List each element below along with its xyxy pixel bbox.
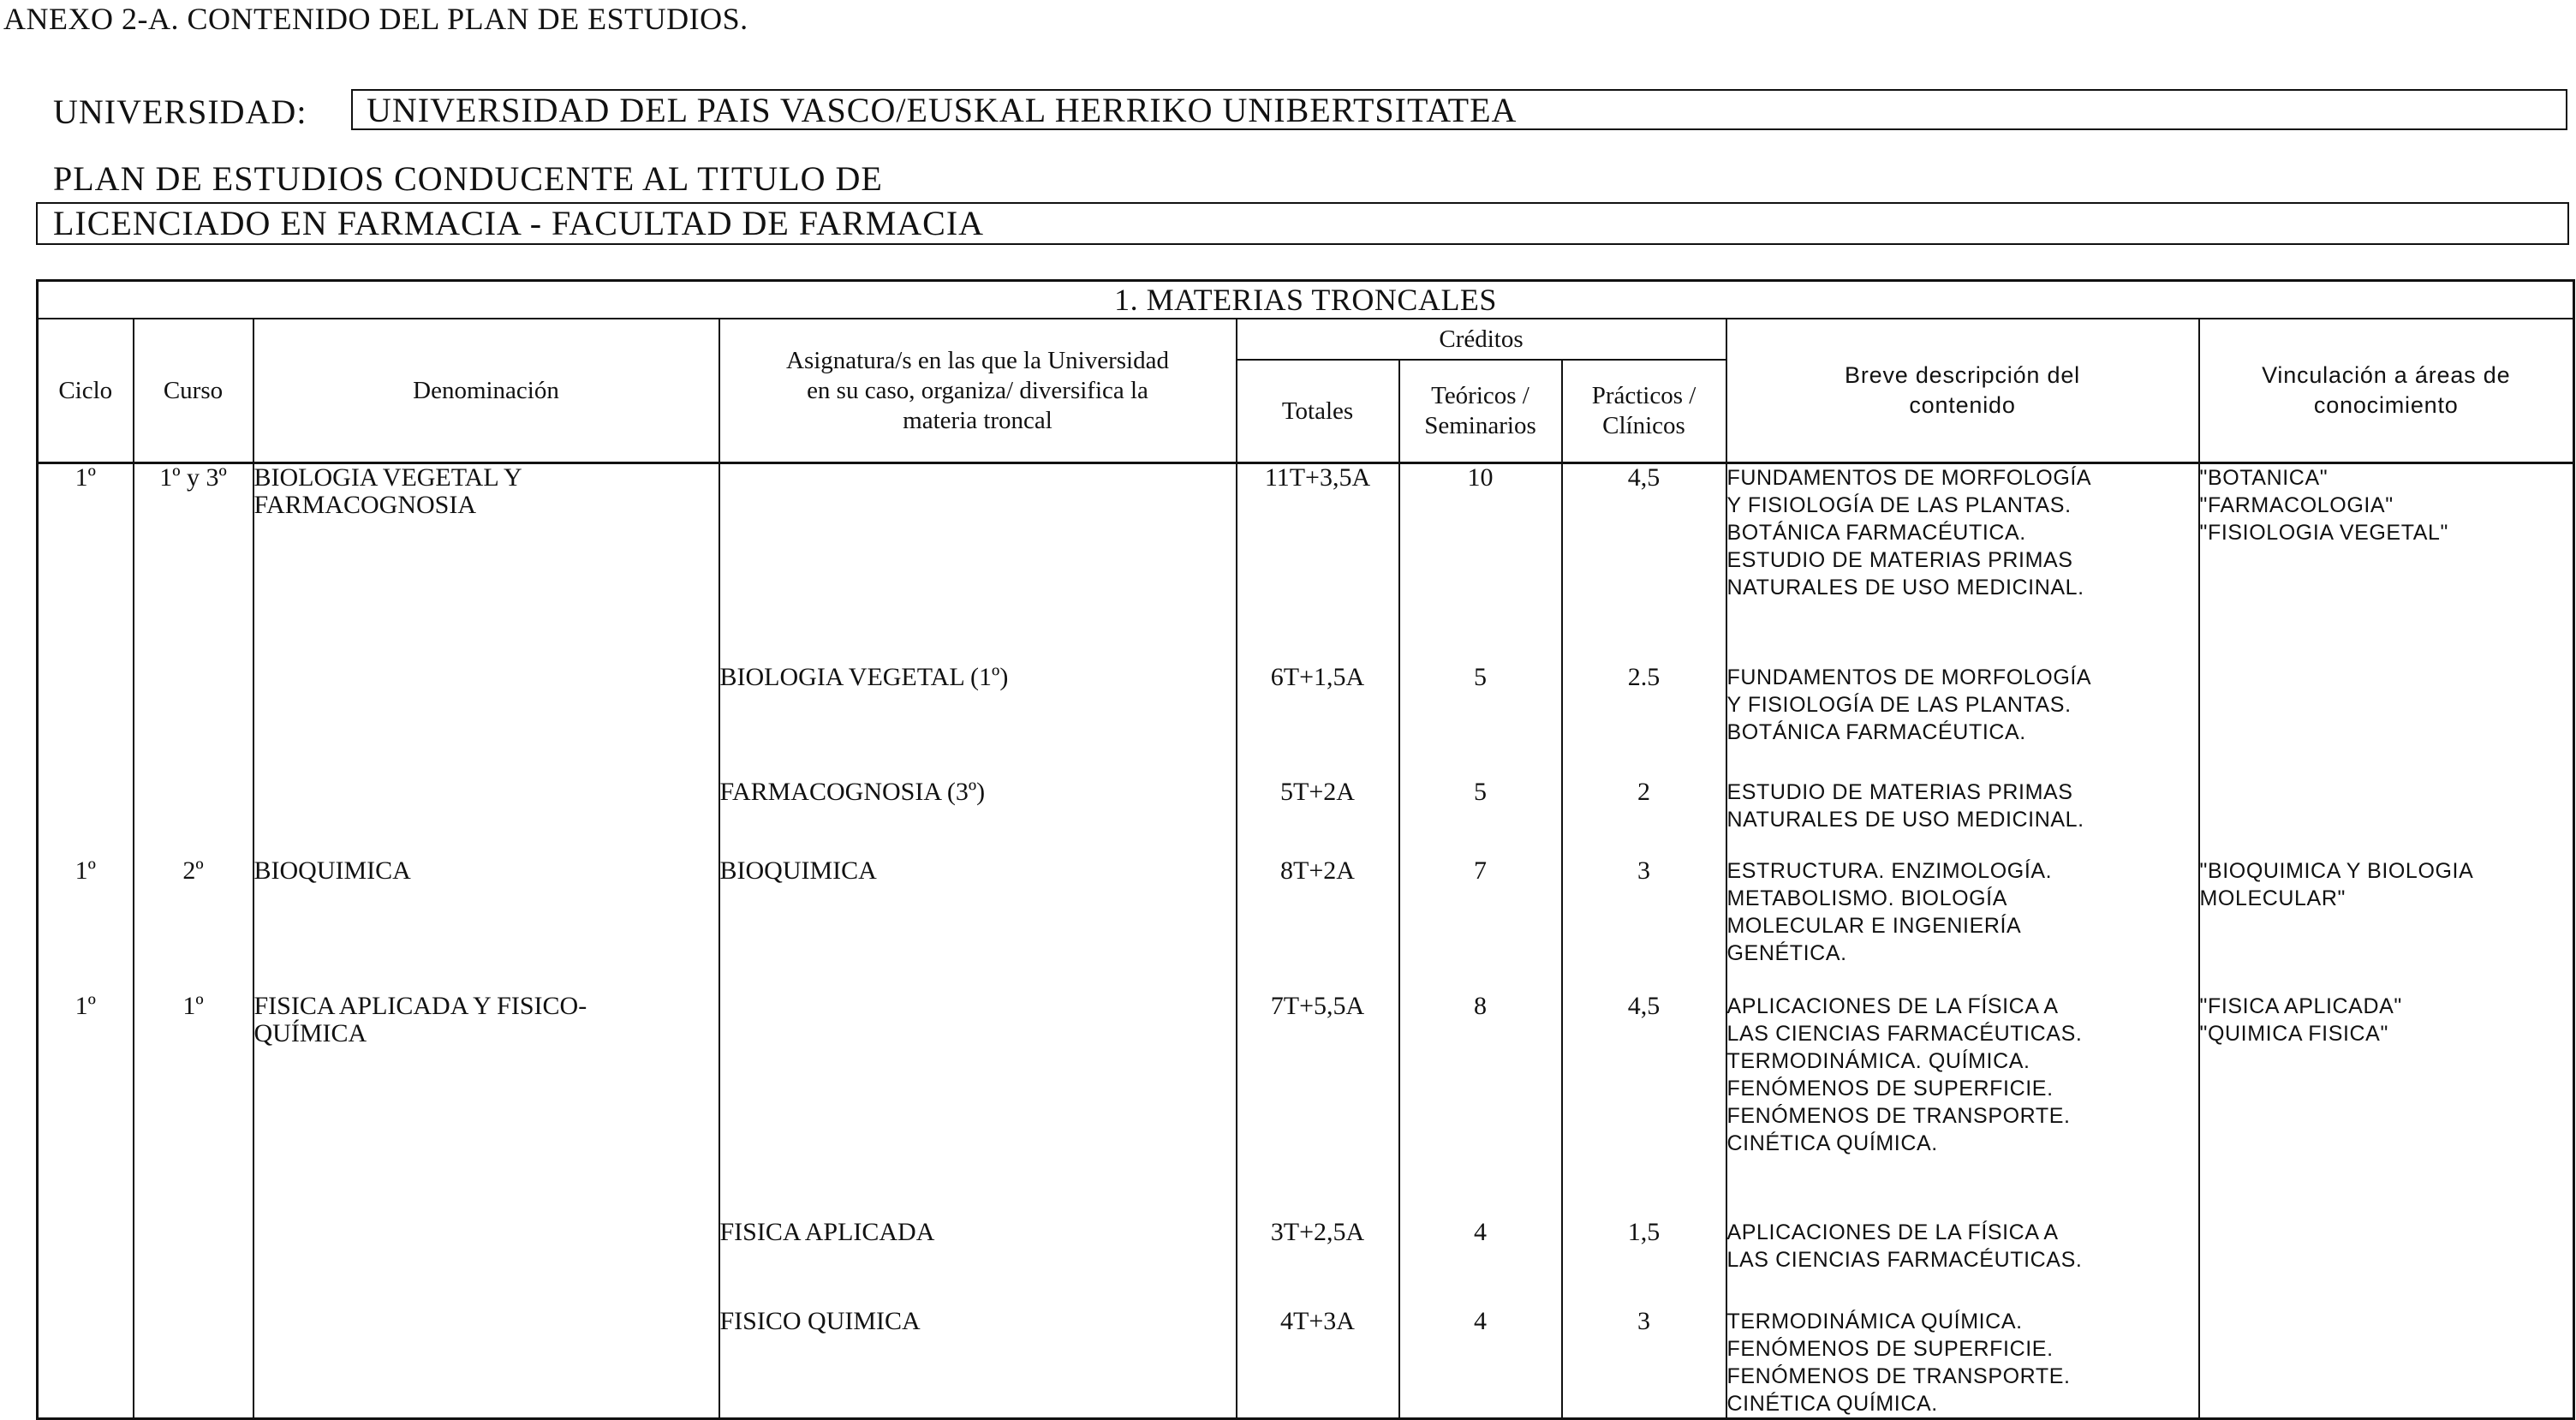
- cell-asignatura-line: FISICA APLICADA: [719, 1217, 935, 1246]
- header-descripcion: [1726, 319, 2199, 463]
- materias-troncales-table: [36, 279, 2575, 1420]
- cell-vinculacion-line: "QUIMICA FISICA": [2199, 1021, 2388, 1046]
- header-teoricos: [1399, 360, 1562, 463]
- table-row: [38, 993, 2574, 1207]
- cell-descripcion-line: GENÉTICA.: [1726, 940, 1847, 965]
- header-practicos: [1562, 360, 1726, 463]
- cell-descripcion-line: APLICACIONES DE LA FÍSICA A: [1726, 993, 2059, 1018]
- cell-descripcion-line: APLICACIONES DE LA FÍSICA A: [1726, 1220, 2059, 1244]
- cell-descripcion: [1726, 857, 2199, 993]
- cell-curso: 1º: [134, 993, 253, 1207]
- table-row: [38, 1207, 2574, 1296]
- cell-descripcion-line: ESTUDIO DE MATERIAS PRIMAS: [1726, 779, 2073, 804]
- cell-descripcion-line: TERMODINÁMICA. QUÍMICA.: [1726, 1048, 2030, 1073]
- cell-practicos: 3: [1562, 1296, 1726, 1419]
- cell-denominacion-line: BIOLOGIA VEGETAL Y: [253, 463, 522, 492]
- cell-ciclo: [38, 1207, 134, 1296]
- cell-denominacion-line: FARMACOGNOSIA: [253, 491, 476, 519]
- cell-vinculacion: [2199, 767, 2574, 857]
- cell-totales: 5T+2A: [1237, 767, 1399, 857]
- cell-asignatura: [719, 767, 1237, 857]
- cell-vinculacion-line: "BIOQUIMICA Y BIOLOGIA: [2199, 858, 2474, 883]
- cell-descripcion: [1726, 463, 2199, 652]
- cell-ciclo: [38, 652, 134, 767]
- cell-totales: 11T+3,5A: [1237, 463, 1399, 652]
- header-asignatura: [719, 319, 1237, 463]
- cell-descripcion: [1726, 1296, 2199, 1419]
- cell-descripcion-line: NATURALES DE USO MEDICINAL.: [1726, 576, 2084, 600]
- cell-totales: 4T+3A: [1237, 1296, 1399, 1419]
- cell-asignatura: [719, 1207, 1237, 1296]
- cell-asignatura-line: BIOQUIMICA: [719, 856, 877, 885]
- header-vinculacion-line: Vinculación a áreas de: [2262, 362, 2511, 388]
- cell-practicos: 1,5: [1562, 1207, 1726, 1296]
- annex-title: ANEXO 2-A. CONTENIDO DEL PLAN DE ESTUDIOS.: [3, 2, 748, 36]
- cell-teoricos: 8: [1399, 993, 1562, 1207]
- cell-practicos: 4,5: [1562, 993, 1726, 1207]
- cell-descripcion-line: BOTÁNICA FARMACÉUTICA.: [1726, 719, 2026, 744]
- cell-denominacion-line: QUÍMICA: [253, 1018, 367, 1047]
- cell-ciclo: [38, 767, 134, 857]
- cell-ciclo: 1º: [38, 463, 134, 652]
- cell-descripcion: [1726, 652, 2199, 767]
- cell-vinculacion-line: "FISICA APLICADA": [2199, 993, 2402, 1018]
- cell-curso: [134, 652, 253, 767]
- cell-teoricos: 5: [1399, 652, 1562, 767]
- cell-vinculacion-line: MOLECULAR": [2199, 886, 2346, 910]
- cell-descripcion-line: FENÓMENOS DE SUPERFICIE.: [1726, 1336, 2054, 1361]
- cell-descripcion-line: FENÓMENOS DE SUPERFICIE.: [1726, 1076, 2054, 1101]
- cell-asignatura: [719, 993, 1237, 1207]
- table-row: [38, 767, 2574, 857]
- cell-descripcion-line: ESTUDIO DE MATERIAS PRIMAS: [1726, 548, 2073, 572]
- header-descripcion-line: contenido: [1909, 392, 2016, 418]
- header-creditos: Créditos: [1237, 319, 1726, 360]
- cell-denominacion-line: BIOQUIMICA: [253, 856, 411, 885]
- cell-denominacion-line: FISICA APLICADA Y FISICO-: [253, 991, 587, 1020]
- cell-descripcion-line: LAS CIENCIAS FARMACÉUTICAS.: [1726, 1247, 2083, 1272]
- cell-asignatura-line: BIOLOGIA VEGETAL (1º): [719, 662, 1009, 691]
- header-curso: Curso: [134, 319, 253, 463]
- cell-denominacion: [253, 993, 719, 1207]
- header-teoricos-line: Teóricos /: [1431, 382, 1530, 409]
- cell-teoricos: 10: [1399, 463, 1562, 652]
- cell-curso: 1º y 3º: [134, 463, 253, 652]
- cell-practicos: 2: [1562, 767, 1726, 857]
- cell-teoricos: 4: [1399, 1296, 1562, 1419]
- header-descripcion-line: Breve descripción del: [1845, 362, 2080, 388]
- cell-totales: 6T+1,5A: [1237, 652, 1399, 767]
- header-asignatura-line: Asignatura/s en las que la Universidad: [786, 346, 1169, 374]
- cell-descripcion-line: LAS CIENCIAS FARMACÉUTICAS.: [1726, 1021, 2083, 1046]
- section-title: 1. MATERIAS TRONCALES: [38, 281, 2574, 319]
- cell-denominacion: [253, 652, 719, 767]
- cell-asignatura: [719, 1296, 1237, 1419]
- cell-totales: 8T+2A: [1237, 857, 1399, 993]
- cell-descripcion: [1726, 1207, 2199, 1296]
- cell-ciclo: 1º: [38, 993, 134, 1207]
- cell-descripcion-line: CINÉTICA QUÍMICA.: [1726, 1391, 1938, 1416]
- cell-descripcion-line: FENÓMENOS DE TRANSPORTE.: [1726, 1103, 2071, 1128]
- cell-descripcion-line: METABOLISMO. BIOLOGÍA: [1726, 886, 2007, 910]
- university-label: UNIVERSIDAD:: [53, 92, 307, 131]
- cell-descripcion-line: FENÓMENOS DE TRANSPORTE.: [1726, 1363, 2071, 1388]
- header-practicos-line: Clínicos: [1602, 412, 1685, 439]
- cell-ciclo: 1º: [38, 857, 134, 993]
- cell-denominacion: [253, 1207, 719, 1296]
- cell-practicos: 2.5: [1562, 652, 1726, 767]
- table-row: [38, 1296, 2574, 1419]
- plan-label: PLAN DE ESTUDIOS CONDUCENTE AL TITULO DE: [53, 159, 883, 198]
- cell-descripcion-line: ESTRUCTURA. ENZIMOLOGÍA.: [1726, 858, 2053, 883]
- cell-vinculacion: [2199, 1207, 2574, 1296]
- cell-denominacion: [253, 767, 719, 857]
- cell-descripcion-line: FUNDAMENTOS DE MORFOLOGÍA: [1726, 466, 2092, 490]
- cell-descripcion-line: Y FISIOLOGÍA DE LAS PLANTAS.: [1726, 692, 2072, 717]
- cell-descripcion-line: MOLECULAR E INGENIERÍA: [1726, 913, 2022, 938]
- cell-vinculacion: [2199, 857, 2574, 993]
- header-vinculacion-line: conocimiento: [2313, 392, 2459, 418]
- cell-denominacion: [253, 1296, 719, 1419]
- cell-descripcion: [1726, 767, 2199, 857]
- cell-asignatura-line: FISICO QUIMICA: [719, 1306, 921, 1335]
- cell-asignatura: [719, 857, 1237, 993]
- cell-descripcion-line: TERMODINÁMICA QUÍMICA.: [1726, 1309, 2023, 1333]
- cell-descripcion-line: NATURALES DE USO MEDICINAL.: [1726, 807, 2084, 832]
- university-field: UNIVERSIDAD DEL PAIS VASCO/EUSKAL HERRIKO UNIBERTSITATEA: [351, 89, 2567, 130]
- table-row: [38, 857, 2574, 993]
- header-practicos-line: Prácticos /: [1591, 382, 1696, 409]
- header-asignatura-line: materia troncal: [903, 406, 1052, 434]
- table-row: [38, 652, 2574, 767]
- cell-vinculacion-line: "FARMACOLOGIA": [2199, 493, 2394, 517]
- cell-teoricos: 7: [1399, 857, 1562, 993]
- cell-asignatura: [719, 463, 1237, 652]
- cell-teoricos: 4: [1399, 1207, 1562, 1296]
- cell-vinculacion: [2199, 1296, 2574, 1419]
- cell-curso: 2º: [134, 857, 253, 993]
- cell-ciclo: [38, 1296, 134, 1419]
- cell-vinculacion-line: "BOTANICA": [2199, 466, 2329, 490]
- cell-descripcion: [1726, 993, 2199, 1207]
- cell-curso: [134, 767, 253, 857]
- cell-descripcion-line: FUNDAMENTOS DE MORFOLOGÍA: [1726, 665, 2092, 689]
- cell-denominacion: [253, 857, 719, 993]
- cell-totales: 7T+5,5A: [1237, 993, 1399, 1207]
- cell-teoricos: 5: [1399, 767, 1562, 857]
- header-vinculacion: [2199, 319, 2574, 463]
- header-totales: Totales: [1237, 360, 1399, 463]
- cell-vinculacion: [2199, 463, 2574, 652]
- header-denominacion: Denominación: [253, 319, 719, 463]
- header-ciclo: Ciclo: [38, 319, 134, 463]
- degree-field: LICENCIADO EN FARMACIA - FACULTAD DE FARMACIA: [36, 202, 2569, 245]
- cell-asignatura: [719, 652, 1237, 767]
- cell-vinculacion-line: "FISIOLOGIA VEGETAL": [2199, 521, 2448, 545]
- cell-denominacion: [253, 463, 719, 652]
- cell-curso: [134, 1296, 253, 1419]
- cell-descripcion-line: CINÉTICA QUÍMICA.: [1726, 1131, 1938, 1155]
- header-teoricos-line: Seminarios: [1424, 412, 1536, 439]
- header-asignatura-line: en su caso, organiza/ diversifica la: [807, 376, 1148, 404]
- cell-descripcion-line: Y FISIOLOGÍA DE LAS PLANTAS.: [1726, 493, 2072, 517]
- table-body: [38, 463, 2574, 1419]
- cell-totales: 3T+2,5A: [1237, 1207, 1399, 1296]
- cell-practicos: 4,5: [1562, 463, 1726, 652]
- cell-vinculacion: [2199, 652, 2574, 767]
- cell-vinculacion: [2199, 993, 2574, 1207]
- table-row: [38, 463, 2574, 652]
- cell-descripcion-line: BOTÁNICA FARMACÉUTICA.: [1726, 521, 2026, 545]
- cell-asignatura-line: FARMACOGNOSIA (3º): [719, 777, 986, 806]
- cell-curso: [134, 1207, 253, 1296]
- cell-practicos: 3: [1562, 857, 1726, 993]
